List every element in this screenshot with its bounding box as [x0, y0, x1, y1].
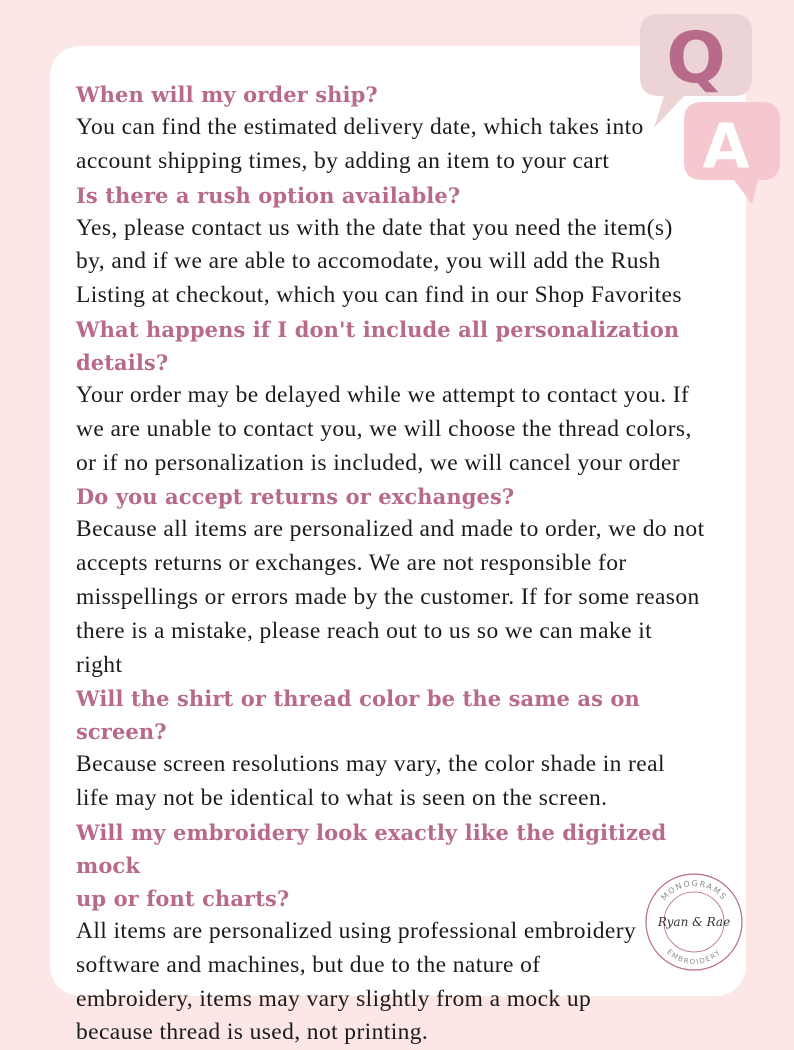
faq-item-3 — [76, 313, 736, 480]
faq-answer-4: Because all items are personalized and made to order, we do not accepts returns or exchanges. We are not responsible for misspellings or errors made by the customer. If for some reason there is a mistake, please reach out to us so we can make it right — [76, 516, 705, 678]
faq-answer-5: Because screen resolutions may vary, the color shade in real life may not be identical to what is seen on the screen. — [76, 751, 665, 812]
faq-question-4: Do you accept returns or exchanges? — [76, 484, 515, 510]
faq-answer-6: All items are personalized using professional embroidery software and machines, but due to the nature of embroidery, items may vary slightly from a mock up because thread is used, not printing. — [76, 917, 637, 1046]
stamp-top-text: MONOGRAMS — [659, 878, 729, 903]
faq-item-1 — [76, 78, 736, 179]
faq-question-3: What happens if I don't include all personalization details? — [76, 316, 680, 375]
faq-question-6: Will my embroidery look exactly like the digitized mock up or font charts? — [76, 819, 667, 911]
q-letter: Q — [666, 17, 726, 99]
faq-question-2: Is there a rush option available? — [76, 182, 461, 208]
faq-item-6 — [76, 816, 736, 1050]
faq-question-1: When will my order ship? — [76, 82, 378, 107]
faq-list — [76, 78, 736, 1050]
faq-item-4 — [76, 480, 736, 682]
faq-question-5: Will the shirt or thread color be the same as on screen? — [76, 686, 640, 745]
brand-logo-stamp — [642, 870, 746, 974]
a-letter: A — [702, 110, 750, 183]
faq-item-2 — [76, 179, 736, 313]
stamp-center-text: Ryan & Rae — [657, 915, 731, 929]
stamp-bottom-text: EMBROIDERY — [665, 947, 723, 967]
faq-answer-3: Your order may be delayed while we attempt to contact you. If we are unable to contact you, we will choose the thread colors, or if no personalization is included, we will cancel your order — [76, 381, 692, 476]
faq-answer-2: Yes, please contact us with the date that you need the item(s) by, and if we are able to accomodate, you will add the Rush Listing at checkout, which you can find in our Shop Favorites — [76, 214, 682, 309]
faq-item-5 — [76, 682, 736, 816]
faq-answer-1: You can find the estimated delivery date, which takes into account shipping times, by adding an item to your cart — [76, 114, 644, 174]
